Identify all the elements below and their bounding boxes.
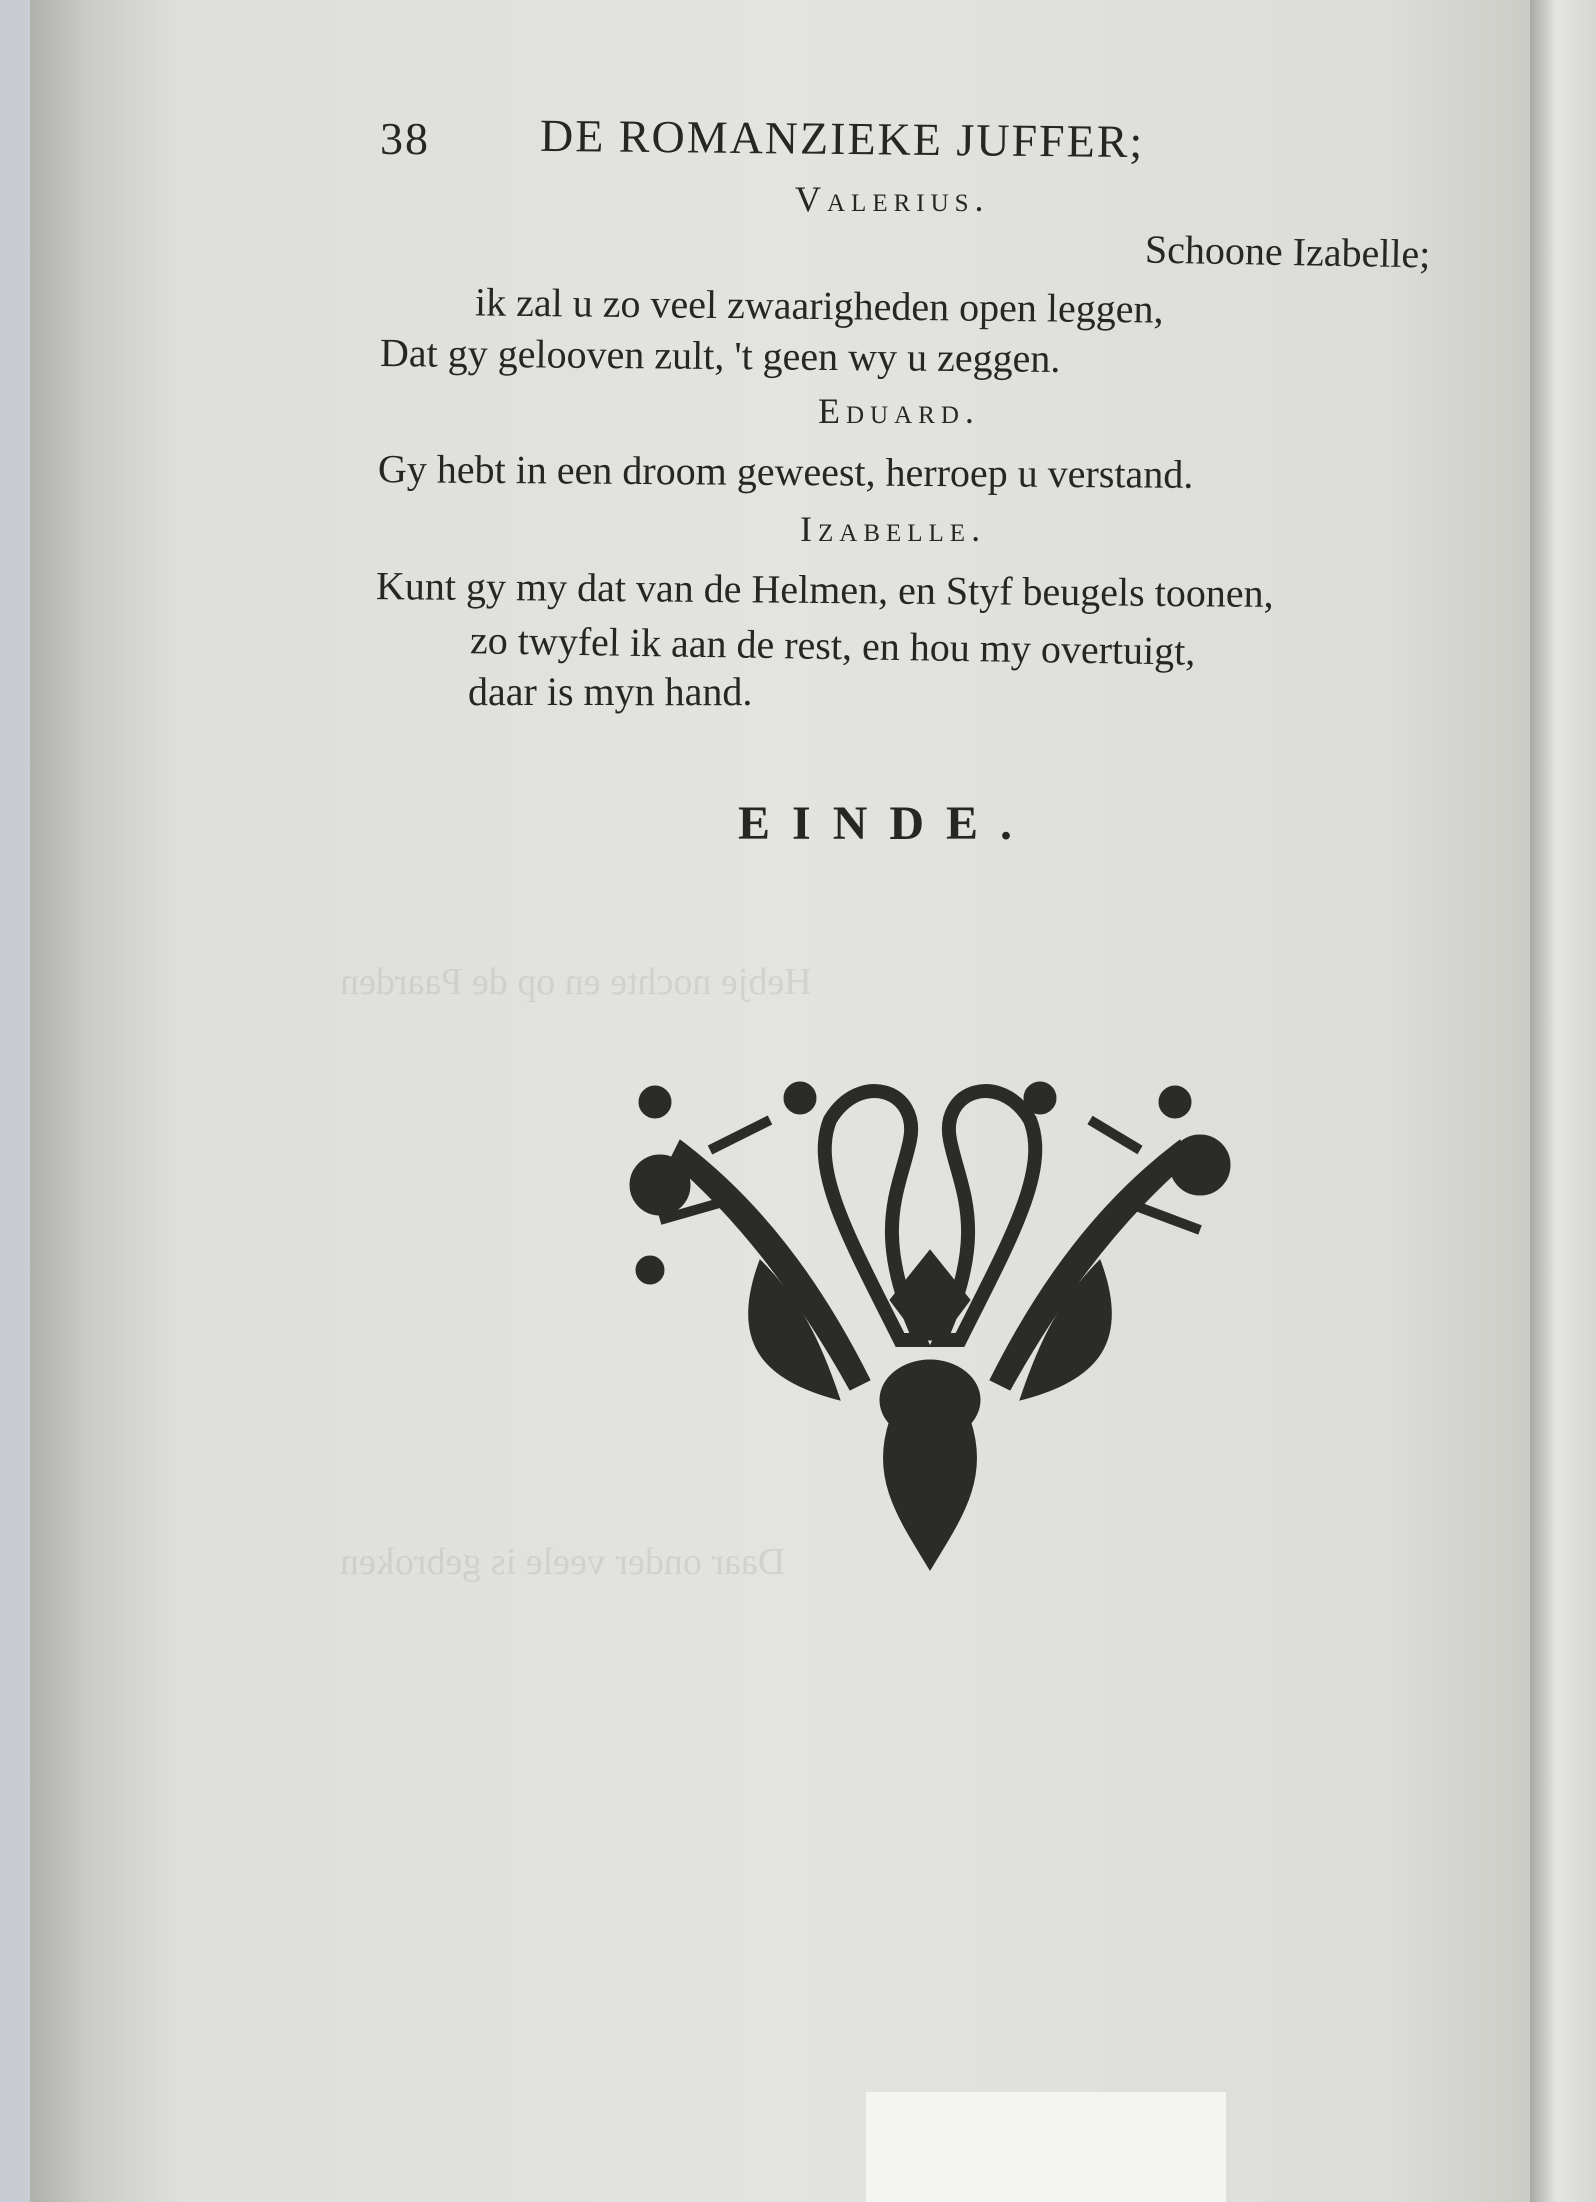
- verse-line: zo twyfel ik aan de rest, en hou my overtuigt,: [469, 617, 1196, 674]
- running-title: DE ROMANZIEKE JUFFER;: [539, 109, 1145, 168]
- page-number: 38: [380, 113, 430, 164]
- verse-line: Dat gy gelooven zult, 't geen wy u zeggen.: [379, 330, 1061, 381]
- einde-heading: EINDE.: [738, 797, 1035, 850]
- verse-line: daar is myn hand.: [468, 669, 753, 714]
- library-label-patch: [866, 2092, 1226, 2202]
- speaker-eduard: Eduard.: [818, 391, 980, 431]
- bleed-through-text: Daar onder veele is gebroken: [340, 1541, 786, 1583]
- speaker-izabelle: Izabelle.: [800, 509, 987, 549]
- verse-line: Kunt gy my dat van de Helmen, en Styf beugels toonen,: [375, 563, 1274, 616]
- page-edge-shadow: [30, 0, 180, 2202]
- verse-line: ik zal u zo veel zwaarigheden open leggen,: [474, 279, 1164, 332]
- book-spine: [1530, 0, 1596, 2202]
- bleed-through-text: Hebje nochte en op de Paarden: [340, 961, 812, 1003]
- speaker-valerius: Valerius.: [795, 179, 990, 219]
- verse-line: Gy hebt in een droom geweest, herroep u verstand.: [377, 446, 1194, 497]
- floral-ornament-icon: [620, 1080, 1240, 1580]
- verse-line: Schoone Izabelle;: [1144, 226, 1431, 277]
